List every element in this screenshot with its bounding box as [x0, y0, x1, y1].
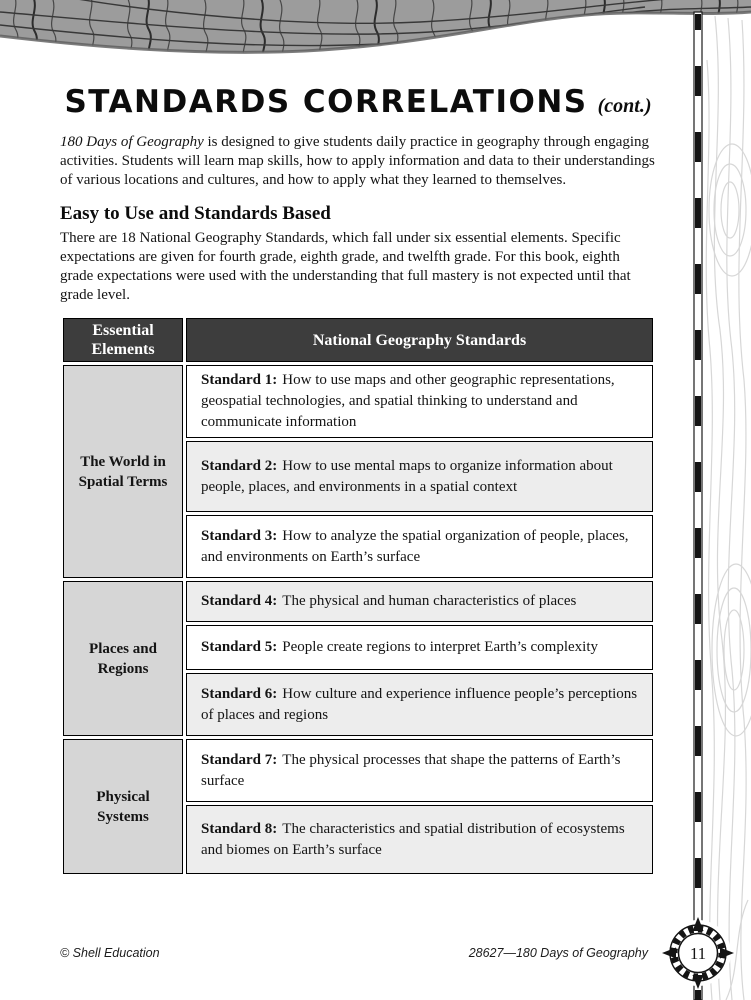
copyright-text: © Shell Education	[60, 946, 160, 960]
standard-7-label: Standard 7:	[201, 751, 278, 768]
section-paragraph: There are 18 National Geography Standards, which fall under six essential elements. Specific expectations are given for fourth grade, eighth grade, and twelfth grade. For this book, eighth grade expectations were used with the understanding that full mastery is not expected until that grade level.	[60, 230, 631, 303]
right-margin-decoration	[660, 0, 751, 1000]
table-row	[63, 365, 653, 438]
book-title: 180 Days of Geography	[60, 134, 204, 150]
standard-5-text: People create regions to interpret Earth’s complexity	[282, 639, 599, 655]
header-essential-elements: Essential Elements	[63, 318, 183, 362]
standard-7-cell	[186, 739, 653, 802]
group-cell-physical-systems: Physical Systems	[63, 739, 183, 874]
standard-7-text: The physical processes that shape the patterns of Earth’s surface	[201, 751, 621, 789]
standard-8-text: The characteristics and spatial distribution of ecosystems and biomes on Earth’s surface	[201, 820, 625, 858]
standard-6-label: Standard 6:	[201, 685, 278, 702]
contour-lines	[706, 16, 751, 1000]
page-title-cont: (cont.)	[597, 95, 652, 117]
standard-1-cell	[186, 365, 653, 438]
standard-1-text: How to use maps and other geographic representations, geospatial technologies, and spatial thinking to understand and communicate information	[201, 372, 615, 430]
page-title	[60, 84, 656, 120]
page-title-main: STANDARDS CORRELATIONS	[64, 84, 588, 120]
intro-text: is designed to give students daily practice in geography through engaging activities. Students will learn map skills, how to apply information and data to their understandings of various locations and cultures, and how to apply what they learned to themselves.	[60, 134, 655, 188]
group-cell-places-and-regions: Places and Regions	[63, 581, 183, 736]
standard-3-text: How to analyze the spatial organization of people, places, and environments on Earth’s surface	[201, 527, 629, 565]
compass-page-badge	[662, 917, 734, 989]
standard-8-cell	[186, 805, 653, 874]
page-content	[60, 0, 656, 877]
standard-6-cell	[186, 673, 653, 736]
page-footer	[60, 946, 648, 960]
standard-8-label: Standard 8:	[201, 820, 278, 837]
section-heading: Easy to Use and Standards Based	[60, 203, 331, 224]
standard-3-label: Standard 3:	[201, 527, 278, 544]
table-header-row	[63, 318, 653, 362]
standard-4-text: The physical and human characteristics of places	[282, 593, 577, 609]
standard-2-text: How to use mental maps to organize information about people, places, and environments in a spatial context	[201, 457, 613, 495]
book-code-text: 28627—180 Days of Geography	[468, 946, 648, 960]
group-cell-world-in-spatial-terms: The World in Spatial Terms	[63, 365, 183, 578]
header-national-geography-standards: National Geography Standards	[186, 318, 653, 362]
standard-6-text: How culture and experience influence people’s perceptions of places and regions	[201, 685, 638, 723]
table-row	[63, 581, 653, 622]
standard-4-label: Standard 4:	[201, 593, 278, 609]
standard-3-cell	[186, 515, 653, 578]
standard-5-cell	[186, 625, 653, 670]
standard-4-cell	[186, 581, 653, 622]
standard-5-label: Standard 5:	[201, 639, 278, 655]
map-border-strip	[694, 12, 702, 1000]
standards-table	[60, 315, 656, 877]
standard-2-cell	[186, 441, 653, 512]
page-number: 11	[689, 944, 707, 963]
standard-1-label: Standard 1:	[201, 372, 278, 388]
intro-paragraph	[60, 133, 656, 190]
standard-2-label: Standard 2:	[201, 457, 278, 474]
table-row	[63, 739, 653, 802]
